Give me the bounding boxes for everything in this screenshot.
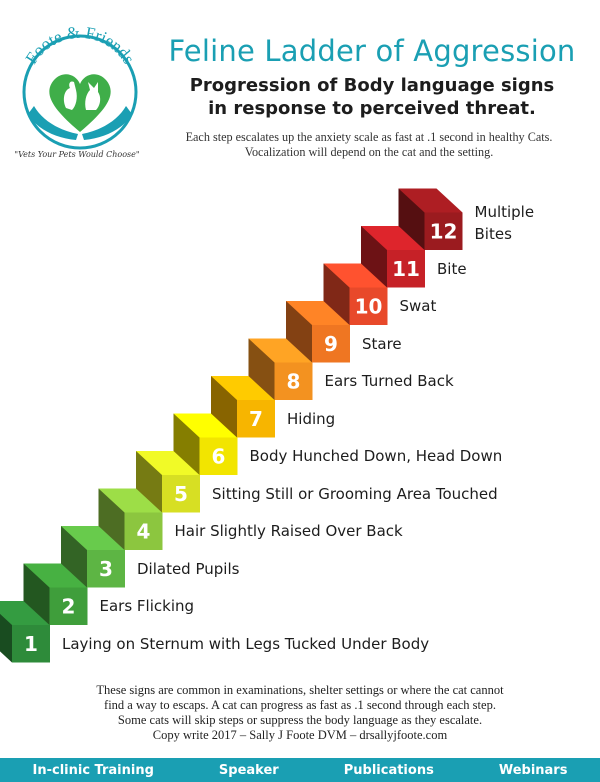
nav-publications[interactable]: Publications <box>343 762 434 778</box>
bottom-nav <box>0 758 600 782</box>
step-label-line: Bites <box>474 224 512 243</box>
heart-icon <box>49 74 110 132</box>
step-label-4: Hair Slightly Raised Over Back <box>174 522 403 541</box>
subtitle-line: in response to perceived threat. <box>208 98 536 119</box>
step-number: 6 <box>211 444 226 469</box>
step-label-3: Dilated Pupils <box>137 559 240 578</box>
logo-name: Foote & Friends <box>21 22 139 68</box>
step-label-1: Laying on Sternum with Legs Tucked Under Body <box>62 634 430 653</box>
step-number: 9 <box>324 331 338 356</box>
step-number: 10 <box>354 294 383 319</box>
aggression-ladder <box>0 170 600 670</box>
step-number: 12 <box>429 219 458 244</box>
step-label-5: Sitting Still or Grooming Area Touched <box>212 484 498 503</box>
step-label-11: Bite <box>437 259 467 278</box>
step-label-7: Hiding <box>287 409 336 428</box>
step-label-6: Body Hunched Down, Head Down <box>249 447 503 466</box>
step-number: 1 <box>24 631 38 656</box>
nav-webinars[interactable]: Webinars <box>498 762 568 778</box>
step-label-12 <box>475 201 535 245</box>
footer-text <box>40 683 560 743</box>
intro-text <box>140 130 598 160</box>
step-number: 11 <box>392 256 420 281</box>
step-label-8: Ears Turned Back <box>324 372 454 391</box>
footer-line: These signs are common in examinations, shelter settings or where the cat cannot <box>96 683 504 697</box>
step-number: 5 <box>174 481 188 506</box>
step-label-2: Ears Flicking <box>99 597 195 616</box>
intro-line: Vocalization will depend on the cat and the setting. <box>244 145 494 159</box>
step-label-10: Swat <box>399 297 437 316</box>
step-number: 3 <box>99 556 113 581</box>
subtitle <box>152 74 592 120</box>
step-number: 7 <box>249 406 263 431</box>
nav-in-clinic-training[interactable]: In-clinic Training <box>32 762 154 778</box>
footer-line: Some cats will skip steps or suppress the body language as they escalate. <box>117 713 483 727</box>
footer-line: find a way to escaps. A cat can progress as fast as .1 second through each step. <box>104 698 496 712</box>
step-label-9: Stare <box>362 334 402 353</box>
logo-tagline: "Vets Your Pets Would Choose" <box>14 150 140 159</box>
footer-line: Copy write 2017 – Sally J Foote DVM – drsallyjfoote.com <box>152 728 448 742</box>
step-number: 8 <box>286 369 301 394</box>
page-title: Feline Ladder of Aggression <box>168 34 576 68</box>
step-number: 2 <box>61 594 76 619</box>
nav-speaker[interactable]: Speaker <box>218 762 279 778</box>
step-number: 4 <box>136 519 151 544</box>
subtitle-line: Progression of Body language signs <box>189 75 555 96</box>
step-label-line: Multiple <box>474 202 535 221</box>
intro-line: Each step escalates up the anxiety scale as fast at .1 second in healthy Cats. <box>185 130 553 144</box>
